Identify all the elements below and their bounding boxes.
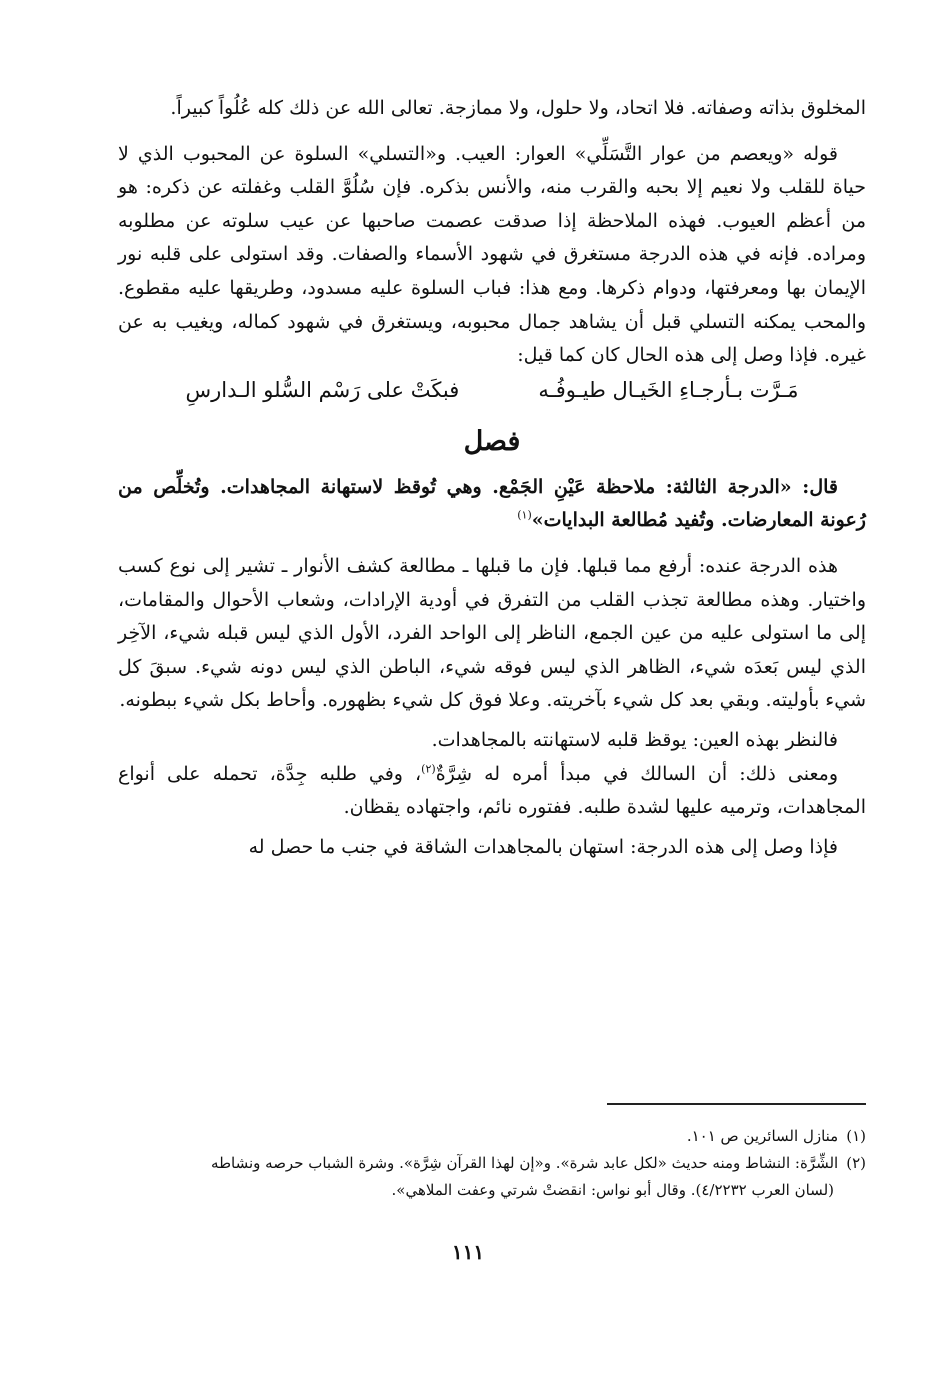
page-number: ١١١: [451, 1240, 485, 1264]
footnotes: [118, 1123, 866, 1204]
footnote-1: [118, 1123, 866, 1150]
footnote-ref-1: (١): [517, 509, 532, 523]
paragraph-1: المخلوق بذاته وصفاته. فلا اتحاد، ولا حلول، ولا ممازجة. تعالى الله عن ذلك كله عُلُواً كبيراً.: [170, 97, 866, 119]
paragraph-5-start: ومعنى ذلك: أن السالك في مبدأ أمره له شِرَّةٌ: [435, 762, 839, 785]
paragraph-4: فالنظر بهذه العين: يوقظ قلبه لاستهانته بالمجاهدات.: [431, 728, 838, 751]
paragraph-2: قوله «ويعصم من عوار التَّسَلِّي» العوار: العيب. و«التسلي» السلوة عن المحبوب الذي لا حياة للقلب ولا نعيم إلا بحبه والقرب منه، والأنس بذكره. فإن سُلُوَّ القلب وغفلته عن ذكره: هو من أعظم العيوب. فهذه الملاحظة إذا صدقت عصمت صاحبها عن عيب سلوته عن مطلوبه ومراده. فإنه في هذه الدرجة مستغرق في شهود الأسماء والصفات. وقد استولى على قلبه نور الإيمان بها ومعرفتها، ودوام ذكرها. ومع هذا: فباب السلوة عليه مسدود، وطريقها عليه مقطوع. والمحب يمكنه التسلي قبل أن يشاهد جمال محبوبه، ويستغرق في شهود كماله، ويغيب به عن غيره. فإذا وصل إلى هذه الحال كان كما قيل:: [118, 142, 866, 367]
verse-first-hemistich: مَـرَّت بـأرجـاءِ الخَيـال طيـوفُـه: [538, 377, 799, 402]
quote-text: قال: «الدرجة الثالثة: ملاحظة عَيْنِ الجَمْع. وهي تُوقظ لاستهانة المجاهدات. وتُخلِّص من رُعونة المعارضات. وتُفيد مُطالعة البدايات»: [118, 475, 866, 532]
footnote-1-number: (١): [846, 1127, 866, 1145]
quote-paragraph: [118, 471, 866, 538]
footnote-1-text: منازل السائرين ص ١٠١.: [686, 1127, 839, 1145]
page-body: [118, 92, 866, 864]
section-heading: فصل: [463, 425, 521, 457]
footnote-2-number: (٢): [846, 1154, 866, 1172]
footnote-2: [118, 1150, 866, 1177]
poem-verse: [118, 373, 866, 407]
verse-second-hemistich: فبكَتْ على رَسْم السُّلو الـدارسِ: [185, 377, 460, 402]
footnote-divider: [607, 1103, 866, 1105]
paragraph-5-end: ، وفي طلبه جِدَّة، تحمله على أنواع المجاهدات، وترميه عليها لشدة طلبه. ففتوره نائم، واجتهاده يقظان.: [118, 762, 866, 819]
footnote-2-continuation: (لسان العرب ٤/٢٢٣٢). وقال أبو نواس: انقضتْ شرتي وعفت الملاهي».: [391, 1181, 834, 1199]
footnote-ref-2: (٢): [421, 762, 436, 776]
paragraph-6: فإذا وصل إلى هذه الدرجة: استهان بالمجاهدات الشاقة في جنب ما حصل له: [248, 835, 838, 858]
footnote-2-text: الشِّرَّة: النشاط ومنه حديث «لكل عابد شرة». و«إن لهذا القرآن شِرَّة». وشرة الشباب حرصه ونشاطه: [211, 1154, 839, 1172]
paragraph-5: [118, 758, 866, 825]
paragraph-3: هذه الدرجة عنده: أرفع مما قبلها. فإن ما قبلها ـ مطالعة كشف الأنوار ـ تشير إلى نوع كسب واختيار. وهذه مطالعة تجذب القلب من التفرق في أودية الإرادات، وشعاب الأحوال والمقامات، إلى ما استولى عليه من عين الجمع، الناظر إلى الواحد الفرد، الأول الذي ليس قبله شيء، الآخِر الذي ليس بَعدَه شيء، الظاهر الذي ليس فوقه شيء، الباطن الذي ليس دونه شيء. سبقَ كل شيء بأوليته. وبقي بعد كل شيء بآخريته. وعلا فوق كل شيء بظهوره. وأحاط بكل شيء ببطونه.: [118, 554, 866, 712]
